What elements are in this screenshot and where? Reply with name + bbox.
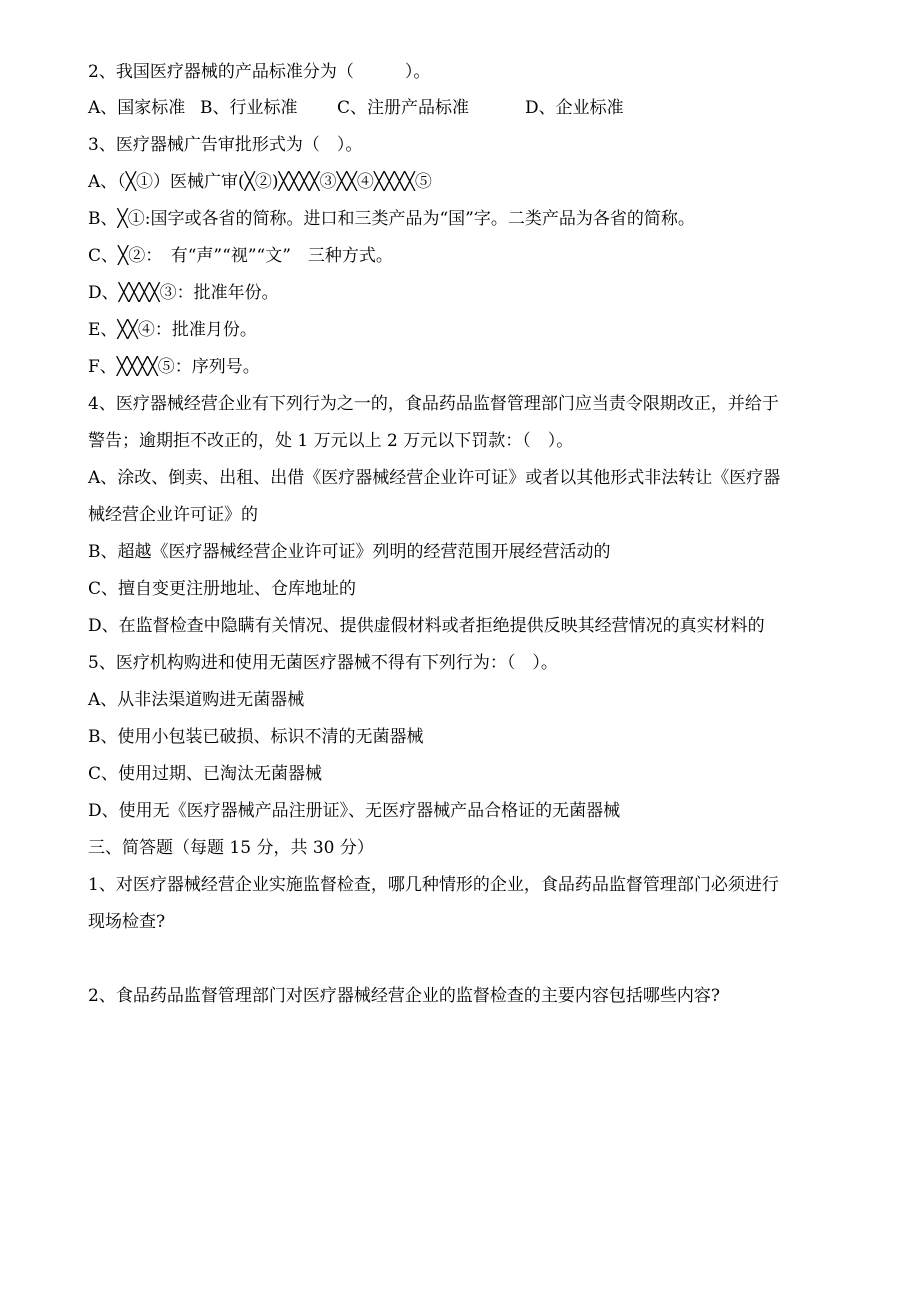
q2-stem: 2、我国医疗器械的产品标准分为（ ）。 <box>88 62 431 82</box>
section3-q1-line2: 现场检查? <box>88 912 166 932</box>
q3-option-f: F、╳╳╳╳⑤：序列号。 <box>88 357 260 377</box>
q3-option-e: E、╳╳④：批准月份。 <box>88 320 257 340</box>
section3-heading: 三、简答题（每题 15 分，共 30 分） <box>88 838 374 858</box>
q5-option-c: C、使用过期、已淘汰无菌器械 <box>88 764 323 784</box>
q3-option-b: B、╳①:国字或各省的简称。进口和三类产品为“国”字。二类产品为各省的简称。 <box>88 209 695 229</box>
q4-option-c: C、擅自变更注册地址、仓库地址的 <box>88 579 357 599</box>
q4-option-b: B、超越《医疗器械经营企业许可证》列明的经营范围开展经营活动的 <box>88 542 611 562</box>
q5-option-b: B、使用小包装已破损、标识不清的无菌器械 <box>88 727 424 747</box>
q4-option-a-line1: A、涂改、倒卖、出租、出借《医疗器械经营企业许可证》或者以其他形式非法转让《医疗器 <box>88 468 781 488</box>
q5-option-a: A、从非法渠道购进无菌器械 <box>88 690 305 710</box>
q3-option-d: D、╳╳╳╳③：批准年份。 <box>88 283 279 303</box>
q4-option-a-line2: 械经营企业许可证》的 <box>88 505 258 525</box>
section3-q2: 2、食品药品监督管理部门对医疗器械经营企业的监督检查的主要内容包括哪些内容? <box>88 986 720 1006</box>
q3-option-a: A、（╳①）医械广审(╳②)╳╳╳╳③╳╳④╳╳╳╳⑤ <box>88 172 432 192</box>
q2-option-c: C、注册产品标准 <box>337 98 470 118</box>
q4-option-d: D、在监督检查中隐瞒有关情况、提供虚假材料或者拒绝提供反映其经营情况的真实材料的 <box>88 616 765 636</box>
q2-option-b: B、行业标准 <box>200 98 298 118</box>
q2-option-a: A、国家标准 <box>88 98 186 118</box>
q2-options <box>88 96 848 120</box>
q2-option-d: D、企业标准 <box>525 98 624 118</box>
section3-q1-line1: 1、对医疗器械经营企业实施监督检查，哪几种情形的企业，食品药品监督管理部门必须进行 <box>88 875 779 895</box>
q4-stem-line1: 4、医疗器械经营企业有下列行为之一的，食品药品监督管理部门应当责令限期改正，并给于 <box>88 394 779 414</box>
q3-option-c: C、╳②： 有“声”“视”“文” 三种方式。 <box>88 246 393 266</box>
q4-stem-line2: 警告；逾期拒不改正的，处 1 万元以上 2 万元以下罚款：（ ）。 <box>88 431 574 451</box>
q5-option-d: D、使用无《医疗器械产品注册证》、无医疗器械产品合格证的无菌器械 <box>88 801 621 821</box>
q5-stem: 5、医疗机构购进和使用无菌医疗器械不得有下列行为：（ ）。 <box>88 653 558 673</box>
q3-stem: 3、医疗器械广告审批形式为（ ）。 <box>88 135 363 155</box>
